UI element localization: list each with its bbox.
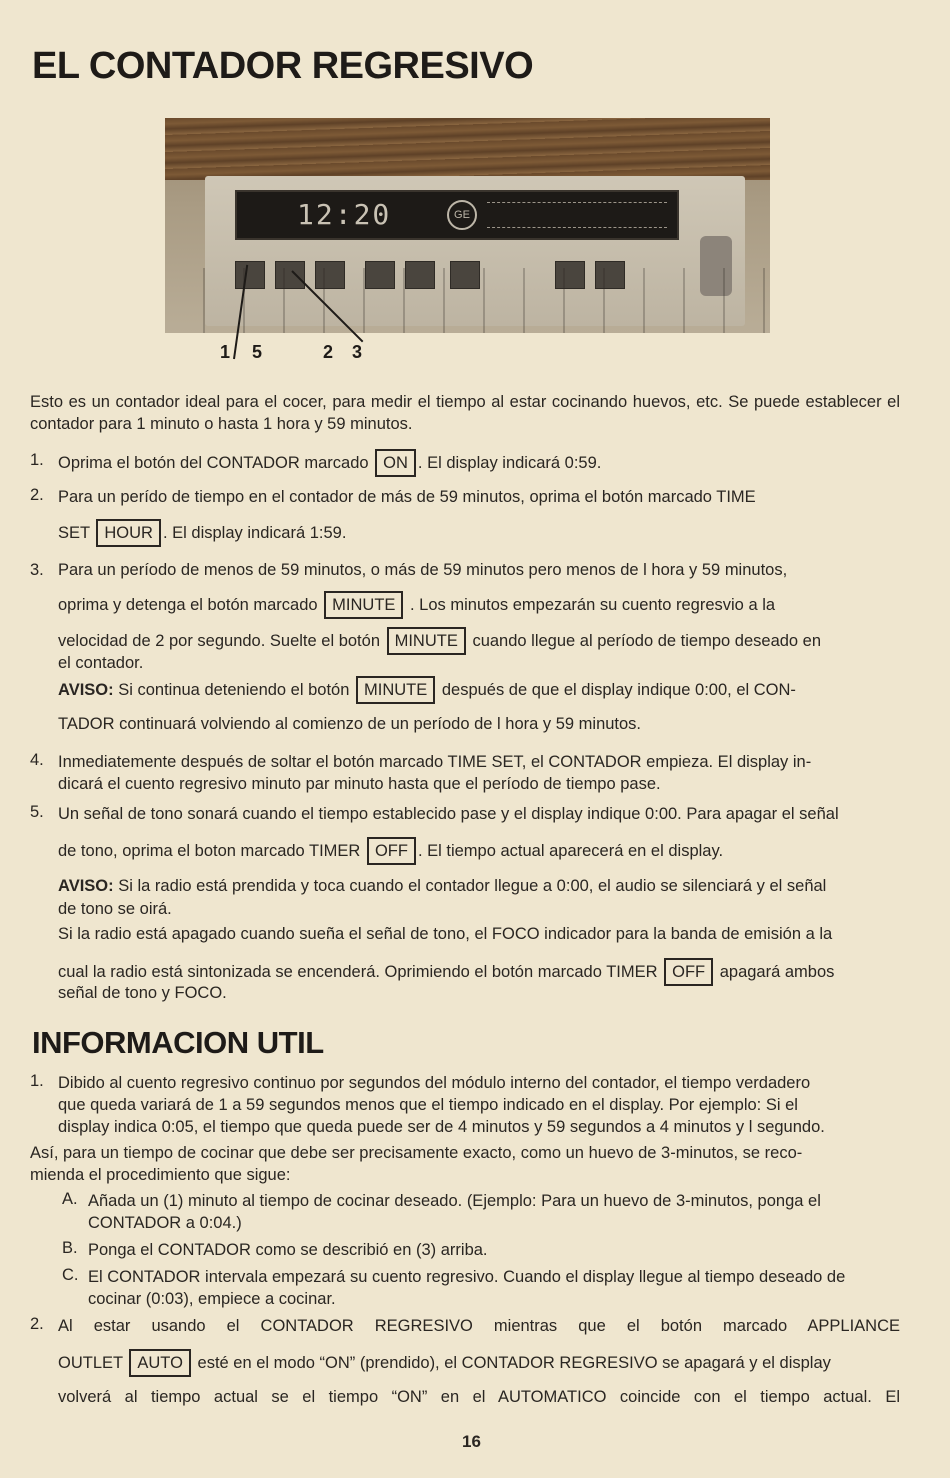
- step-3-text-b: oprima y detenga el botón marcado: [58, 596, 318, 614]
- info-label-c: C.: [62, 1266, 79, 1284]
- step-3-warning: [58, 676, 796, 704]
- section-title-info: INFORMACION UTIL: [32, 1025, 324, 1060]
- step-3-text-d: velocidad de 2 por segundo. Suelte el botón: [58, 632, 380, 650]
- clock-readout: 12:20: [297, 198, 392, 231]
- hour-button-label: HOUR: [96, 519, 161, 547]
- step-3-line1: Para un período de menos de 59 minutos, o más de 59 minutos pero menos de l hora y 59 minutos,: [58, 561, 788, 579]
- step-5-text-g: cual la radio está sintonizada se encenderá. Oprimiendo el botón marcado TIMER: [58, 963, 658, 981]
- grille-pattern: [165, 268, 770, 333]
- step-5-line5: Si la radio está apagado cuando sueña el señal de tono, el FOCO indicador para la banda de emisión a la: [58, 925, 833, 943]
- step-3-line3: [58, 627, 821, 655]
- info-c-line2: cocinar (0:03), empiece a cocinar.: [88, 1290, 336, 1308]
- info-1-line2: que queda variará de 1 a 59 segundos menos que el tiempo indicado en el display. Por ejemplo: Si el: [58, 1096, 798, 1114]
- radio-band-scale: [487, 202, 667, 228]
- step-5-line1: Un señal de tono sonará cuando el tiempo establecido pase y el display indique 0:00. Para apagar el señal: [58, 805, 839, 823]
- info-number-2: 2.: [30, 1315, 44, 1333]
- warning-label-2: AVISO:: [58, 877, 114, 895]
- step-4-line2: dicará el cuento regresivo minuto par minuto hasta que el período de tiempo pase.: [58, 775, 661, 793]
- step-3-text-h: después de que el display indique 0:00, el CON-: [441, 681, 796, 699]
- intro-paragraph: Esto es un contador ideal para el cocer, para medir el tiempo al estar cocinando huevos, etc. Se puede establecer el contador para 1 minuto o hasta 1 hora y 59 minutos.: [30, 393, 900, 433]
- step-3-line2: [58, 591, 775, 619]
- minute-button-label-2: MINUTE: [387, 627, 466, 655]
- info-a-line1: Añada un (1) minuto al tiempo de cocinar deseado. (Ejemplo: Para un huevo de 3-minutos, ponga el: [88, 1192, 821, 1210]
- warning-label: AVISO:: [58, 681, 114, 699]
- info-1-line4: Así, para un tiempo de cocinar que debe ser precisamente exacto, como un huevo de 3-minutos, se reco-: [30, 1144, 803, 1162]
- callout-2: 2: [323, 342, 334, 362]
- info-a-line2: CONTADOR a 0:04.): [88, 1214, 242, 1232]
- minute-button-label-1: MINUTE: [324, 591, 403, 619]
- info-2-line2: [58, 1349, 831, 1377]
- ge-logo-icon: GE: [447, 200, 477, 230]
- info-label-a: A.: [62, 1190, 78, 1208]
- auto-button-label: AUTO: [129, 1349, 191, 1377]
- callout-3: 3: [352, 342, 363, 362]
- step-4-line1: Inmediatemente después de soltar el botón marcado TIME SET, el CONTADOR empieza. El display in-: [58, 753, 812, 771]
- step-3-line6: TADOR continuará volviendo al comienzo de un período de l hora y 59 minutos.: [58, 715, 642, 733]
- info-1-line5: mienda el procedimiento que sigue:: [30, 1166, 291, 1184]
- step-2-set: SET: [58, 524, 90, 542]
- step-2-line2: [58, 519, 346, 547]
- info-label-b: B.: [62, 1239, 78, 1257]
- off-button-label-1: OFF: [367, 837, 416, 865]
- page-title: EL CONTADOR REGRESIVO: [32, 45, 534, 87]
- info-1-line3: display indica 0:05, el tiempo que queda puede ser de 4 minutos y 59 segundos a 4 minutos y l segundo.: [58, 1118, 825, 1136]
- step-number-4: 4.: [30, 751, 44, 769]
- step-number-1: 1.: [30, 451, 44, 469]
- step-3-text-e: cuando llegue al período de tiempo deseado en: [472, 632, 822, 650]
- info-c-line1: El CONTADOR intervala empezará su cuento regresivo. Cuando el display llegue al tiempo deseado de: [88, 1268, 846, 1286]
- step-5-text-d: Si la radio está prendida y toca cuando el contador llegue a 0:00, el audio se silenciará y el señal: [118, 877, 827, 895]
- info-2-outlet: OUTLET: [58, 1354, 123, 1372]
- step-3-line4: el contador.: [58, 654, 144, 672]
- callout-1: 1: [220, 342, 231, 362]
- step-number-2: 2.: [30, 486, 44, 504]
- callout-5: 5: [252, 342, 263, 362]
- step-5-line7: señal de tono y FOCO.: [58, 984, 227, 1002]
- step-5-line4: de tono se oirá.: [58, 900, 172, 918]
- info-number-1: 1.: [30, 1072, 44, 1090]
- step-5-text-b: de tono, oprima el boton marcado TIMER: [58, 842, 361, 860]
- step-number-5: 5.: [30, 803, 44, 821]
- clock-display: [235, 190, 679, 240]
- step-1-text-end: . El display indicará 0:59.: [417, 454, 602, 472]
- step-5-line2: [58, 837, 723, 865]
- step-3-text-g: Si continua deteniendo el botón: [118, 681, 350, 699]
- step-number-3: 3.: [30, 561, 44, 579]
- minute-button-label-3: MINUTE: [356, 676, 435, 704]
- step-2-end: . El display indicará 1:59.: [162, 524, 347, 542]
- timer-radio-photo: [165, 118, 770, 333]
- step-3-text-c: . Los minutos empezarán su cuento regresvio a la: [410, 596, 776, 614]
- info-2-text-c: esté en el modo “ON” (prendido), el CONTADOR REGRESIVO se apagará y el display: [197, 1354, 831, 1372]
- step-1-text: Oprima el botón del CONTADOR marcado: [58, 454, 369, 472]
- on-button-label: ON: [375, 449, 416, 477]
- step-5-text-h: apagará ambos: [719, 963, 835, 981]
- step-2-line1: Para un perído de tiempo en el contador de más de 59 minutos, oprima el botón marcado TIME: [58, 488, 756, 506]
- info-1-line1: Dibido al cuento regresivo continuo por segundos del módulo interno del contador, el tiempo verdadero: [58, 1074, 811, 1092]
- step-1: [58, 449, 601, 477]
- info-2-line3: volverá al tiempo actual se el tiempo “ON” en el AUTOMATICO coincide con el tiempo actual. El: [58, 1388, 900, 1406]
- page-number: 16: [462, 1432, 481, 1451]
- info-b-line1: Ponga el CONTADOR como se describió en (3) arriba.: [88, 1241, 488, 1259]
- cabinet-wood: [165, 118, 770, 180]
- step-5-warning: [58, 875, 826, 897]
- info-2-line1: Al estar usando el CONTADOR REGRESIVO mientras que el botón marcado APPLIANCE: [58, 1317, 900, 1335]
- step-5-text-c: . El tiempo actual aparecerá en el display.: [417, 842, 724, 860]
- off-button-label-2: OFF: [664, 958, 713, 986]
